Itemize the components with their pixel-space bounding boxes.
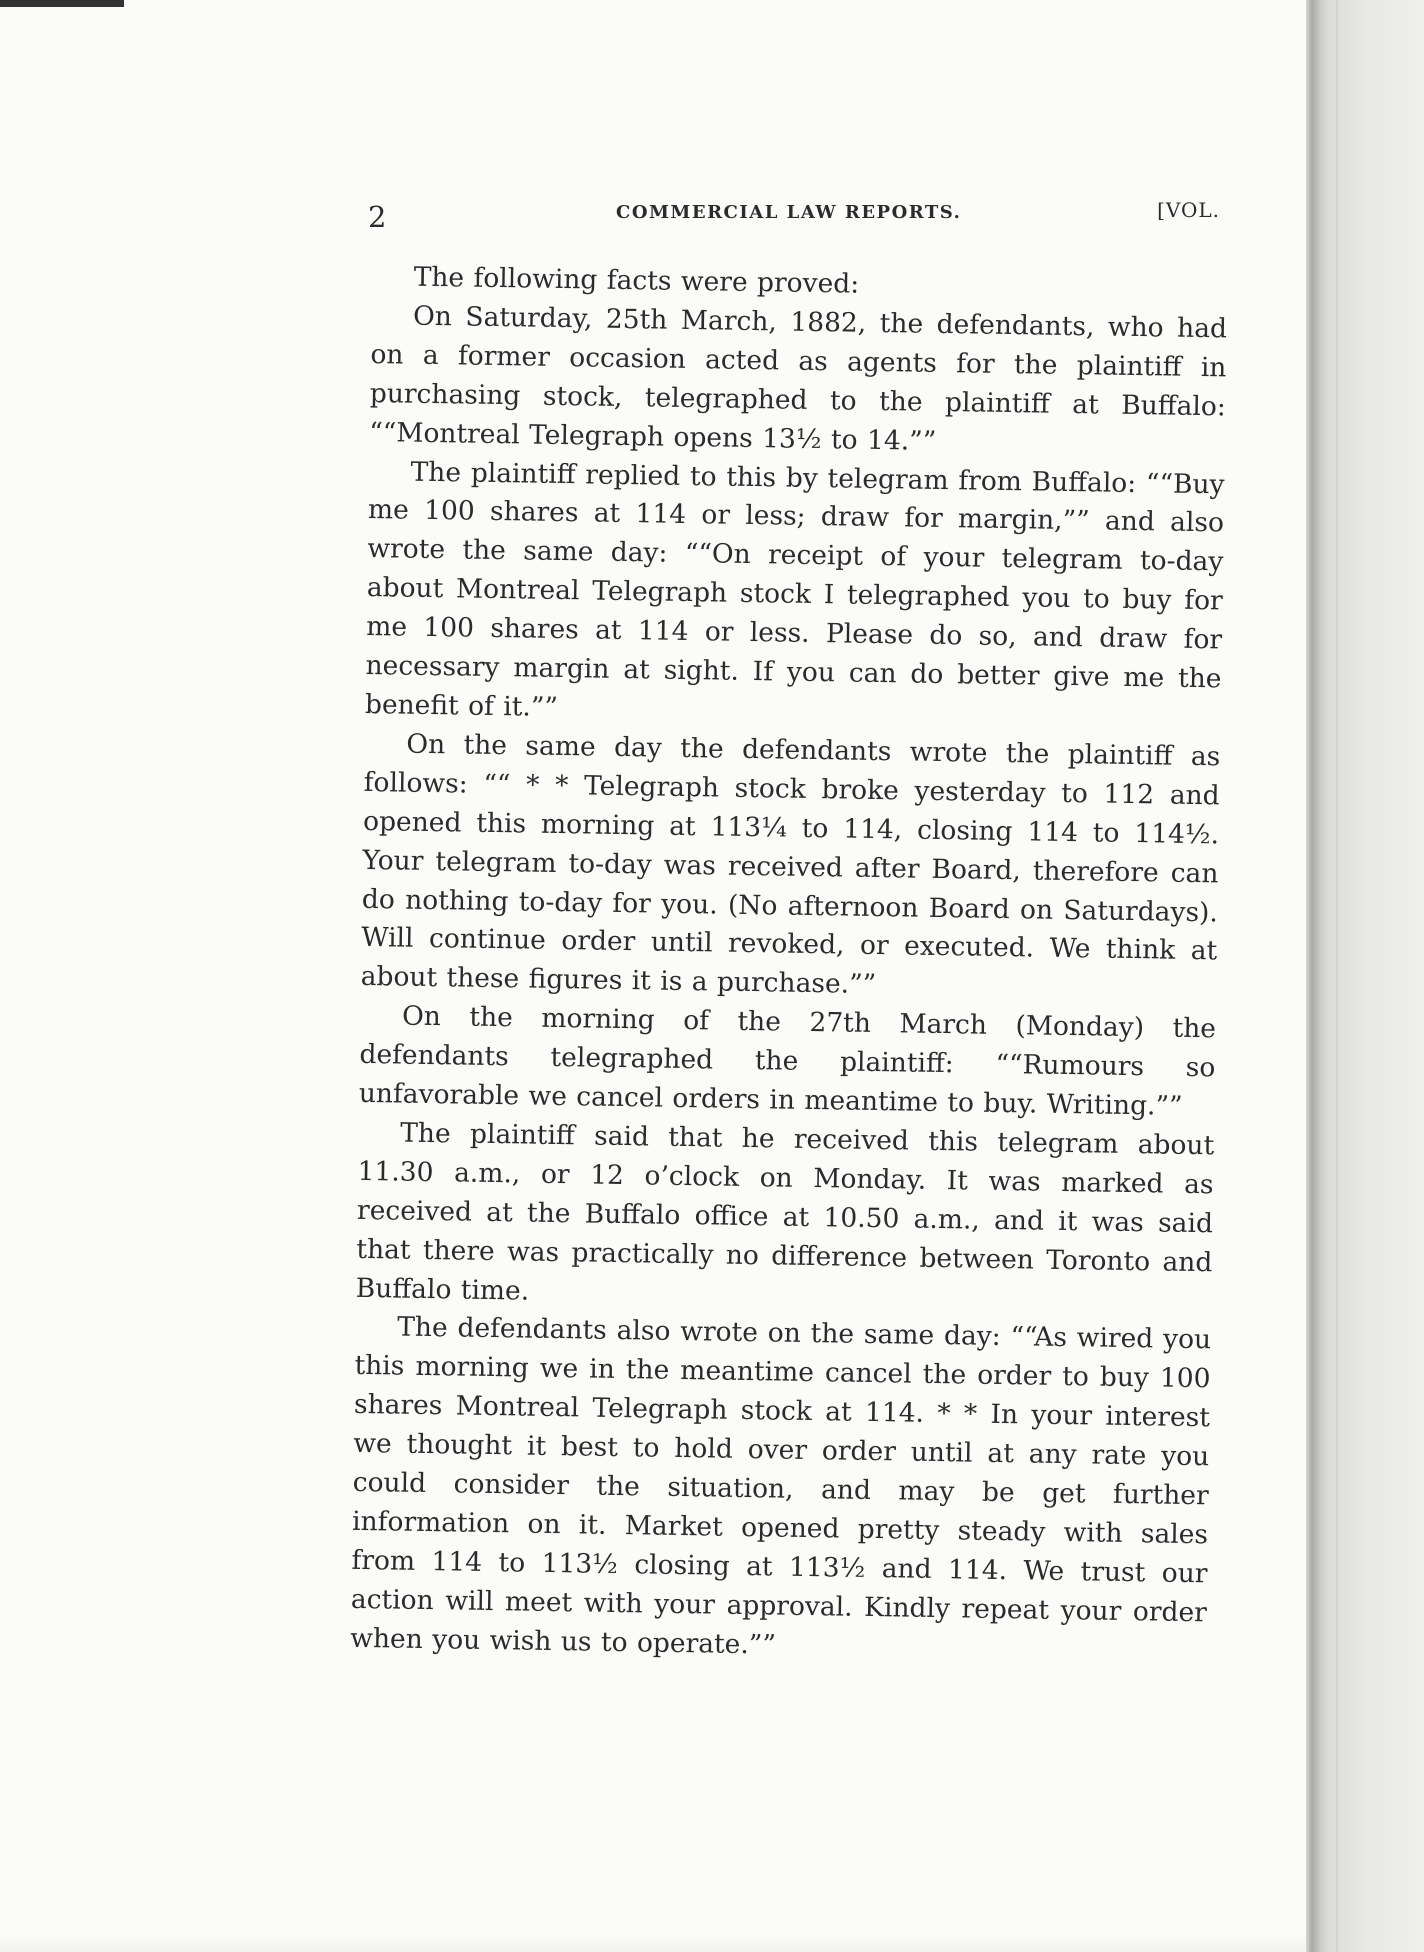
body-text xyxy=(350,258,1228,1672)
running-title: COMMERCIAL LAW REPORTS. xyxy=(616,202,962,223)
paragraph-saturday-telegram: On Saturday, 25th March, 1882, the defendants, who had on a former occasion acted as agents for the plaintiff in purchasing stock, telegraphed to the plaintiff at Buffalo: ““Montreal Telegraph opens 13½ to 14.”” xyxy=(369,300,1228,457)
volume-label: [VOL. xyxy=(1157,198,1220,222)
paragraph-cancel-letter: The defendants also wrote on the same day: ““As wired you this morning we in the meantime cancel the order to buy 100 shares Montreal Telegraph stock at 114. * * In your interest we thought it best to hold over order until at any rate you could consider the situation, and may be get further information on it. Market opened pretty steady with sales from 114 to 113½ closing at 113½ and 114. We trust our action will meet with your approval. Kindly repeat your order when you wish us to operate.”” xyxy=(350,1311,1212,1661)
running-header xyxy=(368,196,1220,234)
page-bottom-shadow xyxy=(0,1934,1306,1952)
scan-edge-mark xyxy=(0,0,124,7)
paragraph-defendants-letter: On the same day the defendants wrote the plaintiff as follows: ““ * * Telegraph stock broke yesterday to 112 and opened this morning at 113¼ to 114, closing 114 to 114½. Your telegram to-day was received after Board, therefore can do nothing to-day for you. (No afternoon Board on Saturdays). Will continue order until revoked, or executed. We think at about these figures it is a purchase.”” xyxy=(360,728,1221,1001)
paragraph-facts-proved: The following facts were proved: xyxy=(413,261,860,300)
paragraph-receipt-time: The plaintiff said that he received this telegram about 11.30 a.m., or 12 o’clock on Monday. It was marked as received at the Buffalo office at 10.50 a.m., and it was said that there was practically no difference between Toronto and Buffalo time. xyxy=(355,1117,1215,1307)
paragraph-monday-telegram: On the morning of the 27th March (Monday) the defendants telegraphed the plaintiff: ““Rumours so unfavorable we cancel orders in meantime to buy. Writing.”” xyxy=(358,1000,1217,1122)
page-number: 2 xyxy=(368,200,387,234)
paragraph-plaintiff-reply: The plaintiff replied to this by telegram from Buffalo: ““Buy me 100 shares at 114 or less; draw for margin,”” and also wrote the same day: ““On receipt of your telegram to-day about Montreal Telegraph stock I telegraphed you to buy for me 100 shares at 114 or less. Please do so, and draw for necessary margin at sight. If you can do better give me the benefit of it.”” xyxy=(364,456,1225,723)
page-binding-edge xyxy=(1306,0,1424,1952)
